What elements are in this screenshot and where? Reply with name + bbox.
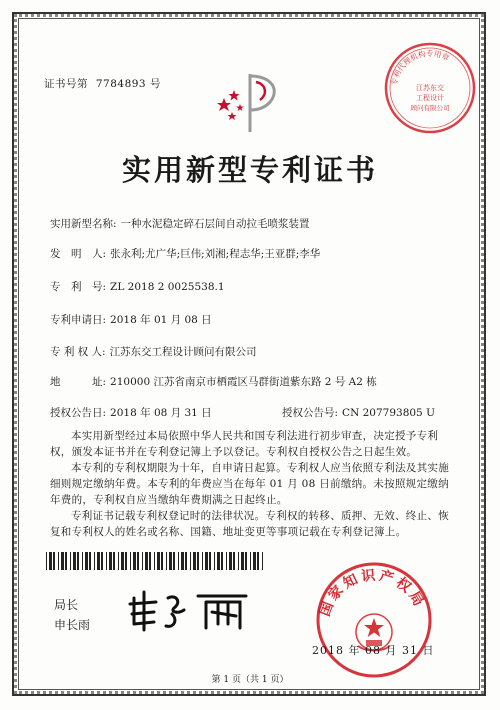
patentee-value: 江苏东交工程设计顾问有限公司 bbox=[109, 346, 257, 358]
svg-text:专利代理机构专用章 bbox=[388, 48, 451, 86]
inventor-label: 发 明 人: bbox=[50, 248, 107, 260]
grant-date-label: 授权公告日: bbox=[50, 407, 107, 419]
page-number: 第 1 页（共 1 页） bbox=[211, 675, 289, 685]
address-label: 地 址: bbox=[50, 376, 107, 388]
grant-number-value: CN 207793805 U bbox=[342, 407, 435, 419]
certificate-title: 实用新型专利证书 bbox=[121, 153, 378, 187]
cnipa-logo-icon bbox=[210, 68, 290, 138]
utility-name-row bbox=[50, 216, 310, 231]
agency-seal-icon bbox=[382, 40, 478, 136]
inventor-row bbox=[50, 246, 320, 261]
agency-seal-ring-text: 专利代理机构专用章 bbox=[389, 48, 451, 87]
grant-number-row bbox=[282, 405, 435, 420]
signatory-name: 申长雨 bbox=[54, 618, 91, 632]
national-seal-ring-text: 国家知识产权局 bbox=[317, 568, 428, 619]
patentee-row bbox=[50, 344, 257, 359]
patent-number-row bbox=[50, 279, 225, 294]
national-seal-icon bbox=[314, 560, 434, 680]
certificate-number bbox=[44, 76, 161, 91]
signature-icon bbox=[126, 584, 256, 634]
body-paragraph-1: 本实用新型经过本局依照中华人民共和国专利法进行初步审查，决定授予专利权，颁发本证书并在专利登记簿上予以登记。专利权自授权公告之日起生效。 bbox=[50, 430, 439, 458]
filing-date-label: 专利申请日: bbox=[50, 314, 107, 326]
seal-date: 2018 年 08 月 31 日 bbox=[312, 644, 435, 657]
utility-name-value: 一种水泥稳定碎石层间自动拉毛喷浆装置 bbox=[120, 218, 310, 230]
inventor-value: 张永利;尤广华;巨伟;刘湘;程志华;王亚群;李华 bbox=[110, 248, 321, 260]
body-paragraph-3: 专利证书记载专利权登记时的法律状况。专利权的转移、质押、无效、终止、恢复和专利权人的姓名或名称、国籍、地址变更等事项记载在专利登记簿上。 bbox=[50, 510, 449, 538]
patent-number-value: ZL 2018 2 0025538.1 bbox=[110, 281, 225, 293]
utility-name-label: 实用新型名称: bbox=[50, 218, 117, 230]
grant-date-value: 2018 年 08 月 31 日 bbox=[110, 407, 212, 419]
agency-seal-line-1: 江苏东交 bbox=[416, 84, 444, 92]
certificate-number-suffix: 号 bbox=[149, 78, 161, 90]
signatory-title: 局长 bbox=[54, 598, 79, 612]
svg-text:国家知识产权局 bbox=[316, 567, 428, 619]
filing-date-row bbox=[50, 312, 212, 327]
certificate-number-label: 证书号第 bbox=[44, 78, 88, 90]
barcode-icon bbox=[46, 552, 266, 570]
certificate-number-value: 7784893 bbox=[95, 78, 147, 90]
grant-number-label: 授权公告号: bbox=[282, 407, 339, 419]
agency-seal-line-3: 顾问有限公司 bbox=[410, 105, 450, 112]
agency-seal-line-2: 工程设计 bbox=[416, 94, 444, 102]
address-row bbox=[50, 374, 377, 389]
patentee-label: 专 利 权 人: bbox=[50, 346, 106, 358]
address-value: 210000 江苏省南京市栖霞区马群街道紫东路 2 号 A2 栋 bbox=[110, 376, 377, 388]
patent-number-label: 专 利 号: bbox=[50, 281, 107, 293]
grant-date-row bbox=[50, 405, 212, 420]
body-paragraph-2: 本专利的专利权期限为十年，自申请日起算。专利权人应当依照专利法及其实施细则规定缴纳年费。本专利的年费应当在每年 01 月 08 日前缴纳。未按照规定缴纳年费的，专利权自应当缴纳年费期满之日起终止。 bbox=[50, 462, 449, 506]
filing-date-value: 2018 年 01 月 08 日 bbox=[110, 314, 212, 326]
